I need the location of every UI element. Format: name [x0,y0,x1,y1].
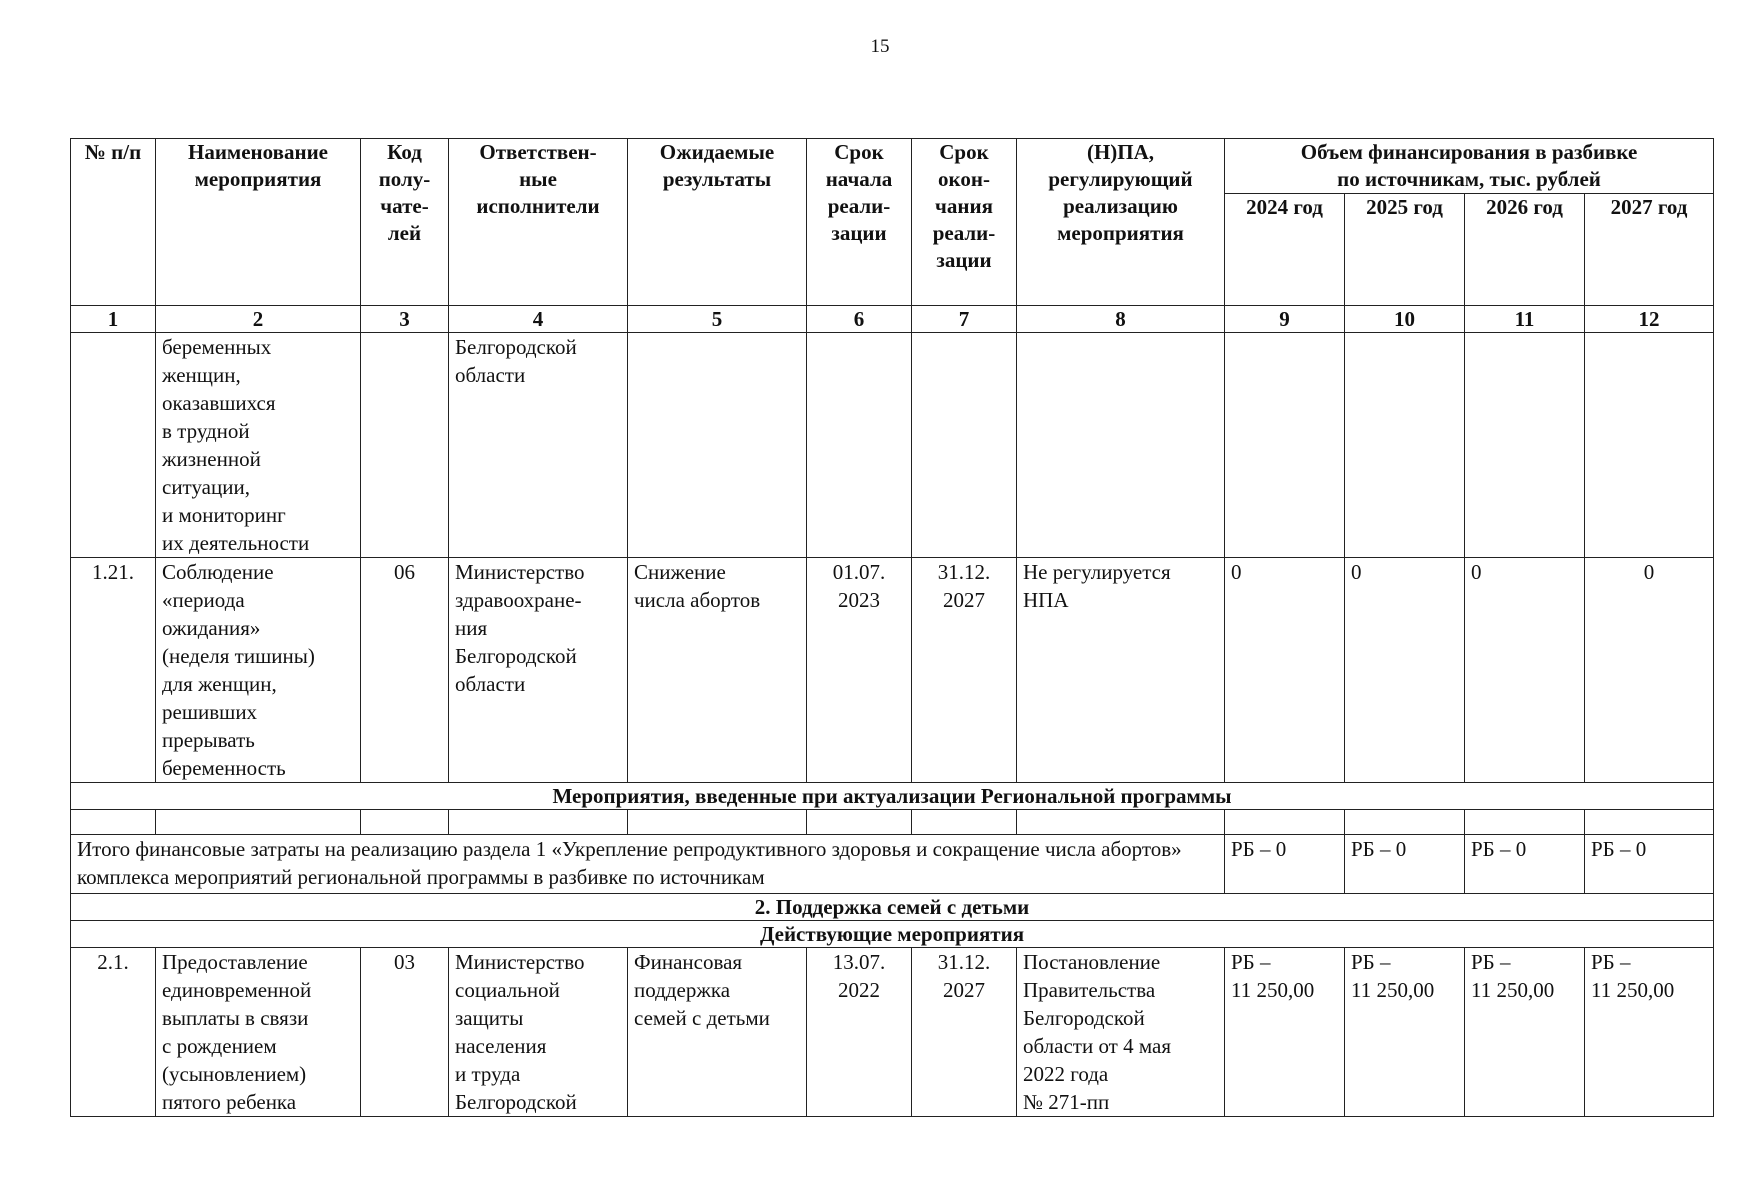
empty-row [71,810,1714,835]
section-row-current [71,921,1714,948]
activity-name: Соблюдение «периода ожидания» (неделя тишины) для женщин, решивших прерывать беременность [156,558,361,783]
responsible-executor: Белгородской области [449,333,628,558]
row-number: 1.21. [71,558,156,783]
column-number-row [71,306,1714,333]
start-date: 13.07. 2022 [807,948,912,1117]
continuation-row [71,333,1714,558]
header-end: Срок окон- чания реали- зации [912,139,1017,306]
end-date: 31.12. 2027 [912,948,1017,1117]
column-number: 4 [449,306,628,333]
page-number: 15 [870,36,890,57]
row-number: 2.1. [71,948,156,1117]
table-row-2-1 [71,948,1714,1117]
funding-2024: 0 [1225,558,1345,783]
column-number: 11 [1465,306,1585,333]
total-2026: РБ – 0 [1465,835,1585,894]
funding-2024: РБ – 11 250,00 [1225,948,1345,1117]
responsible-executor: Министерство здравоохране- ния Белгородской области [449,558,628,783]
column-number: 5 [628,306,807,333]
section-title: Мероприятия, введенные при актуализации Региональной программы [71,783,1714,810]
responsible-executor: Министерство социальной защиты населения и труда Белгородской [449,948,628,1117]
section-title: 2. Поддержка семей с детьми [71,894,1714,921]
header-funding: Объем финансирования в разбивке по источникам, тыс. рублей [1225,139,1714,194]
regulating-act: Не регулируется НПА [1017,558,1225,783]
expected-results: Финансовая поддержка семей с детьми [628,948,807,1117]
header-responsible: Ответствен- ные исполнители [449,139,628,306]
total-2025: РБ – 0 [1345,835,1465,894]
header-year-2027: 2027 год [1585,194,1714,306]
start-date: 01.07. 2023 [807,558,912,783]
expected-results: Снижение числа абортов [628,558,807,783]
funding-2027: 0 [1585,558,1714,783]
header-npa: (Н)ПА, регулирующий реализацию мероприятия [1017,139,1225,306]
column-number: 8 [1017,306,1225,333]
end-date: 31.12. 2027 [912,558,1017,783]
table-row-1-21 [71,558,1714,783]
activity-name: беременных женщин, оказавшихся в трудной жизненной ситуации, и мониторинг их деятельности [156,333,361,558]
column-number: 3 [361,306,449,333]
header-num: № п/п [71,139,156,306]
header-results: Ожидаемые результаты [628,139,807,306]
column-number: 10 [1345,306,1465,333]
funding-2025: 0 [1345,558,1465,783]
column-number: 6 [807,306,912,333]
header-year-2025: 2025 год [1345,194,1465,306]
column-number: 12 [1585,306,1714,333]
section-row-new [71,783,1714,810]
header-row-1 [71,139,1714,194]
column-number: 1 [71,306,156,333]
funding-2025: РБ – 11 250,00 [1345,948,1465,1117]
section-subtitle: Действующие мероприятия [71,921,1714,948]
total-2027: РБ – 0 [1585,835,1714,894]
header-year-2024: 2024 год [1225,194,1345,306]
regulating-act: Постановление Правительства Белгородской области от 4 мая 2022 года № 271-пп [1017,948,1225,1117]
funding-2026: 0 [1465,558,1585,783]
funding-2027: РБ – 11 250,00 [1585,948,1714,1117]
activities-table [70,138,1714,1117]
header-code: Код полу- чате- лей [361,139,449,306]
total-2024: РБ – 0 [1225,835,1345,894]
funding-2026: РБ – 11 250,00 [1465,948,1585,1117]
header-start: Срок начала реали- зации [807,139,912,306]
activity-name: Предоставление единовременной выплаты в связи с рождением (усыновлением) пятого ребенка [156,948,361,1117]
total-label: Итого финансовые затраты на реализацию раздела 1 «Укрепление репродуктивного здоровья и сокращение числа абортов» комплекса мероприятий региональной программы в разбивке по источникам [71,835,1225,894]
recipient-code: 06 [361,558,449,783]
total-row [71,835,1714,894]
section-row-2 [71,894,1714,921]
column-number: 7 [912,306,1017,333]
column-number: 2 [156,306,361,333]
header-year-2026: 2026 год [1465,194,1585,306]
header-name: Наименование мероприятия [156,139,361,306]
column-number: 9 [1225,306,1345,333]
recipient-code: 03 [361,948,449,1117]
